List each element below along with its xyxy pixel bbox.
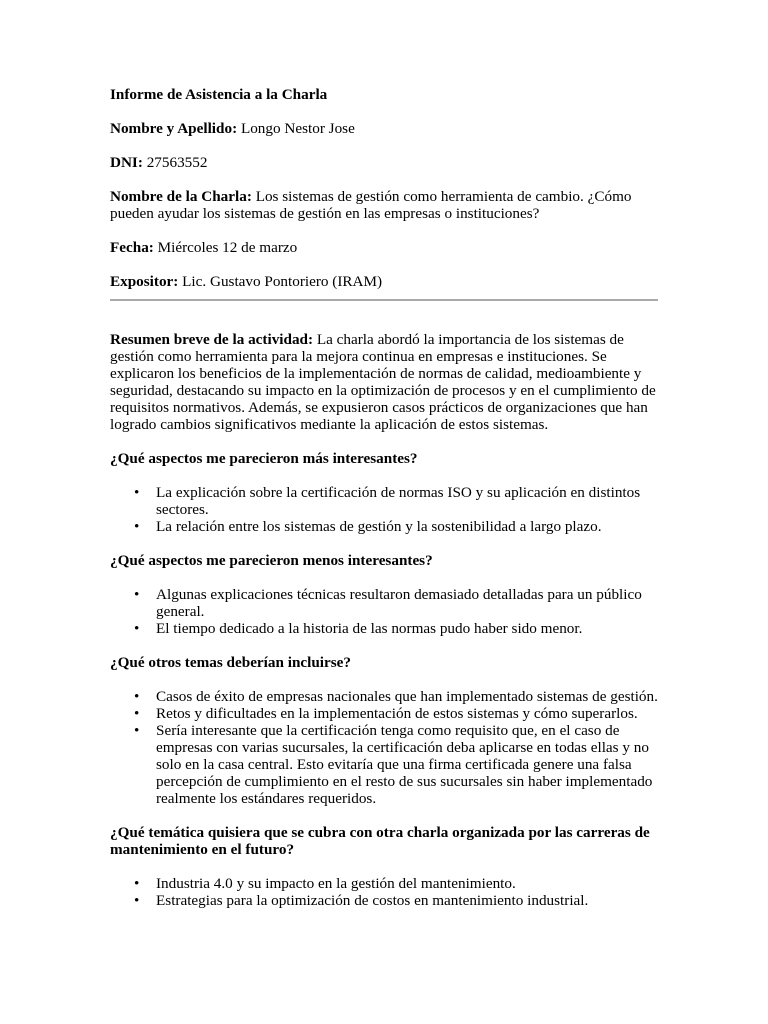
field-charla-label: Nombre de la Charla:	[110, 188, 252, 205]
field-nombre-value: Longo Nestor Jose	[240, 120, 355, 137]
document-page	[110, 86, 658, 926]
field-nombre-label: Nombre y Apellido:	[110, 120, 238, 137]
list-item: • Algunas explicaciones técnicas resultaron demasiado detalladas para un público general.	[156, 586, 658, 620]
document-title: Informe de Asistencia a la Charla	[110, 86, 328, 103]
list-item: • Retos y dificultades en la implementación de estos sistemas y cómo superarlos.	[156, 705, 658, 722]
field-dni-label: DNI:	[110, 154, 143, 171]
bullet-list	[110, 586, 658, 637]
summary-label: Resumen breve de la actividad:	[110, 331, 314, 348]
summary-text: La charla abordó la importancia de los sistemas de gestión como herramienta para la mejora continua en empresas e instituciones. Se explicaron los beneficios de la implementación de normas de calidad, medioambiente y seguridad, destacando su impacto en la optimización de procesos y en el cumplimiento de requisitos normativos. Además, se expusieron casos prácticos de organizaciones que han logrado cambios significativos mediante la aplicación de estos sistemas.	[110, 331, 656, 433]
list-item: • Casos de éxito de empresas nacionales que han implementado sistemas de gestión.	[156, 688, 658, 705]
field-fecha-value: Miércoles 12 de marzo	[157, 239, 298, 256]
list-item: • El tiempo dedicado a la historia de las normas pudo haber sido menor.	[156, 620, 658, 637]
question-heading: ¿Qué aspectos me parecieron menos interesantes?	[110, 552, 433, 569]
bullet-list	[110, 484, 658, 535]
question-heading: ¿Qué temática quisiera que se cubra con otra charla organizada por las carreras de mantenimiento en el futuro?	[110, 824, 650, 858]
list-item: • Sería interesante que la certificación tenga como requisito que, en el caso de empresas con varias sucursales, la certificación deba aplicarse en todas ellas y no solo en la casa central. Esto evitaría que una firma certificada genere una falsa percepción de cumplimiento en el resto de sus sucursales sin haber implementado realmente los estándares requeridos.	[156, 722, 658, 807]
field-dni-value: 27563552	[146, 154, 208, 171]
list-item: • Industria 4.0 y su impacto en la gestión del mantenimiento.	[156, 875, 658, 892]
list-item: • La explicación sobre la certificación de normas ISO y su aplicación en distintos sectores.	[156, 484, 658, 518]
field-nombre	[110, 120, 658, 137]
field-charla	[110, 188, 658, 222]
field-expositor	[110, 273, 658, 290]
bullet-list	[110, 875, 658, 909]
list-item: • Estrategias para la optimización de costos en mantenimiento industrial.	[156, 892, 658, 909]
list-item: • La relación entre los sistemas de gestión y la sostenibilidad a largo plazo.	[156, 518, 658, 535]
question-heading: ¿Qué otros temas deberían incluirse?	[110, 654, 352, 671]
field-charla-value: Los sistemas de gestión como herramienta de cambio. ¿Cómo pueden ayudar los sistemas de gestión en las empresas o instituciones?	[110, 188, 632, 222]
field-dni	[110, 154, 658, 171]
horizontal-divider	[110, 299, 658, 301]
field-fecha	[110, 239, 658, 256]
field-fecha-label: Fecha:	[110, 239, 154, 256]
question-heading: ¿Qué aspectos me parecieron más interesantes?	[110, 450, 418, 467]
summary-paragraph	[110, 331, 658, 433]
field-expositor-value: Lic. Gustavo Pontoriero (IRAM)	[182, 273, 383, 290]
bullet-list	[110, 688, 658, 807]
field-expositor-label: Expositor:	[110, 273, 179, 290]
